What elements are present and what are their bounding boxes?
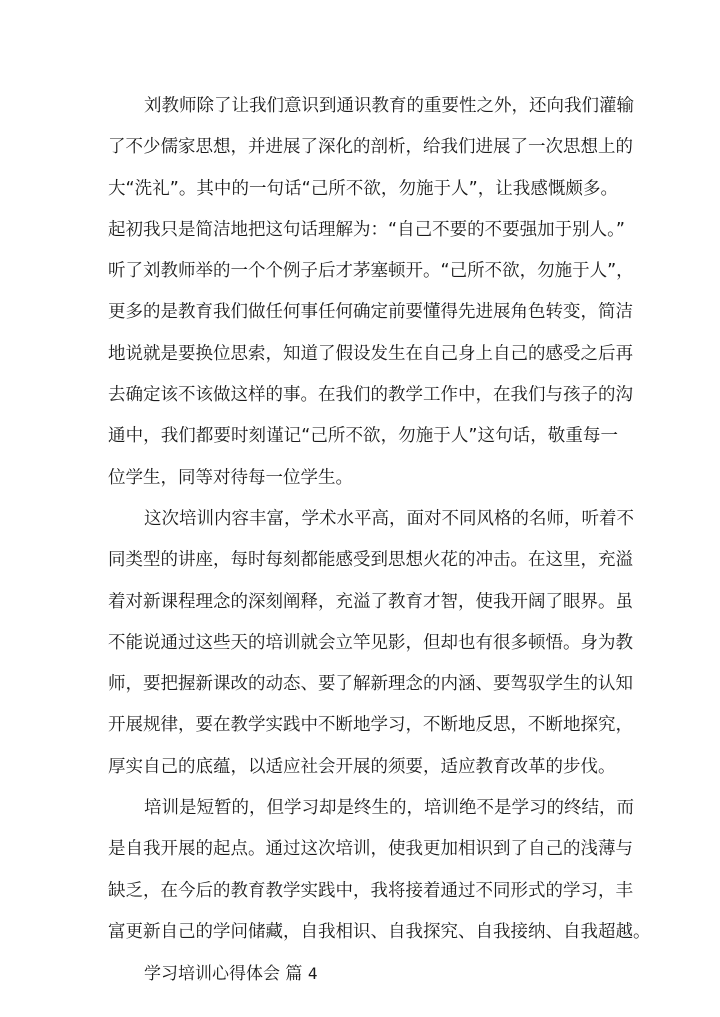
paragraph-line: 地说就是要换位思索，知道了假设发生在自己身上自己的感受之后再 (108, 343, 633, 364)
section-heading (108, 953, 618, 994)
section-heading-number: 4 (307, 964, 318, 984)
paragraph-line: 富更新自己的学问储藏，自我相识、自我探究、自我接纳、自我超越。 (108, 921, 651, 942)
paragraph-line: 这次培训内容丰富，学术水平高，面对不同风格的名师，听着不 (144, 508, 634, 529)
paragraph-3 (108, 788, 651, 953)
section-heading-text: 学习培训心得体会 篇 (144, 964, 303, 985)
paragraph-line: 是自我开展的起点。通过这次培训，使我更加相识到了自己的浅薄与 (108, 839, 633, 860)
paragraph-line: 着对新课程理念的深刻阐释，充溢了教育才智，使我开阔了眼界。虽 (108, 591, 633, 612)
paragraph-line: 位学生，同等对待每一位学生。 (108, 467, 353, 488)
paragraph-line: 同类型的讲座，每时每刻都能感受到思想火花的冲击。在这里，充溢 (108, 550, 633, 571)
document-body (108, 86, 651, 995)
paragraph-line: 不能说通过这些天的培训就会立竿见影，但却也有很多顿悟。身为教 (108, 632, 633, 653)
paragraph-line: 缺乏，在今后的教育教学实践中，我将接着通过不同形式的学习，丰 (108, 880, 633, 901)
paragraph-1 (108, 86, 634, 499)
paragraph-2 (108, 499, 634, 788)
paragraph-line: 培训是短暂的，但学习却是终生的，培训绝不是学习的终结，而 (144, 798, 634, 819)
paragraph-line: 更多的是教育我们做任何事任何确定前要懂得先进展角色转变，简洁 (108, 302, 633, 323)
paragraph-line: 厚实自己的底蕴，以适应社会开展的须要，适应教育改革的步伐。 (108, 756, 616, 777)
paragraph-line: 了不少儒家思想，并进展了深化的剖析，给我们进展了一次思想上的 (108, 137, 633, 158)
paragraph-line: 师，要把握新课改的动态、要了解新理念的内涵、要驾驭学生的认知 (108, 674, 633, 695)
paragraph-line: 开展规律，要在教学实践中不断地学习，不断地反思，不断地探究， (108, 715, 633, 736)
paragraph-line: 起初我只是简洁地把这句话理解为：“自己不要的不要强加于别人。” (108, 219, 625, 240)
paragraph-line: 通中，我们都要时刻谨记“己所不欲，勿施于人”这句话，敬重每一 (108, 426, 618, 447)
paragraph-line: 去确定该不该做这样的事。在我们的教学工作中，在我们与孩子的沟 (108, 385, 633, 406)
paragraph-line: 大“洗礼”。其中的一句话“己所不欲，勿施于人”，让我感慨颇多。 (108, 178, 618, 199)
paragraph-line: 刘教师除了让我们意识到通识教育的重要性之外，还向我们灌输 (144, 96, 634, 116)
paragraph-line: 听了刘教师举的一个个例子后才茅塞顿开。“己所不欲，勿施于人”， (108, 261, 634, 282)
